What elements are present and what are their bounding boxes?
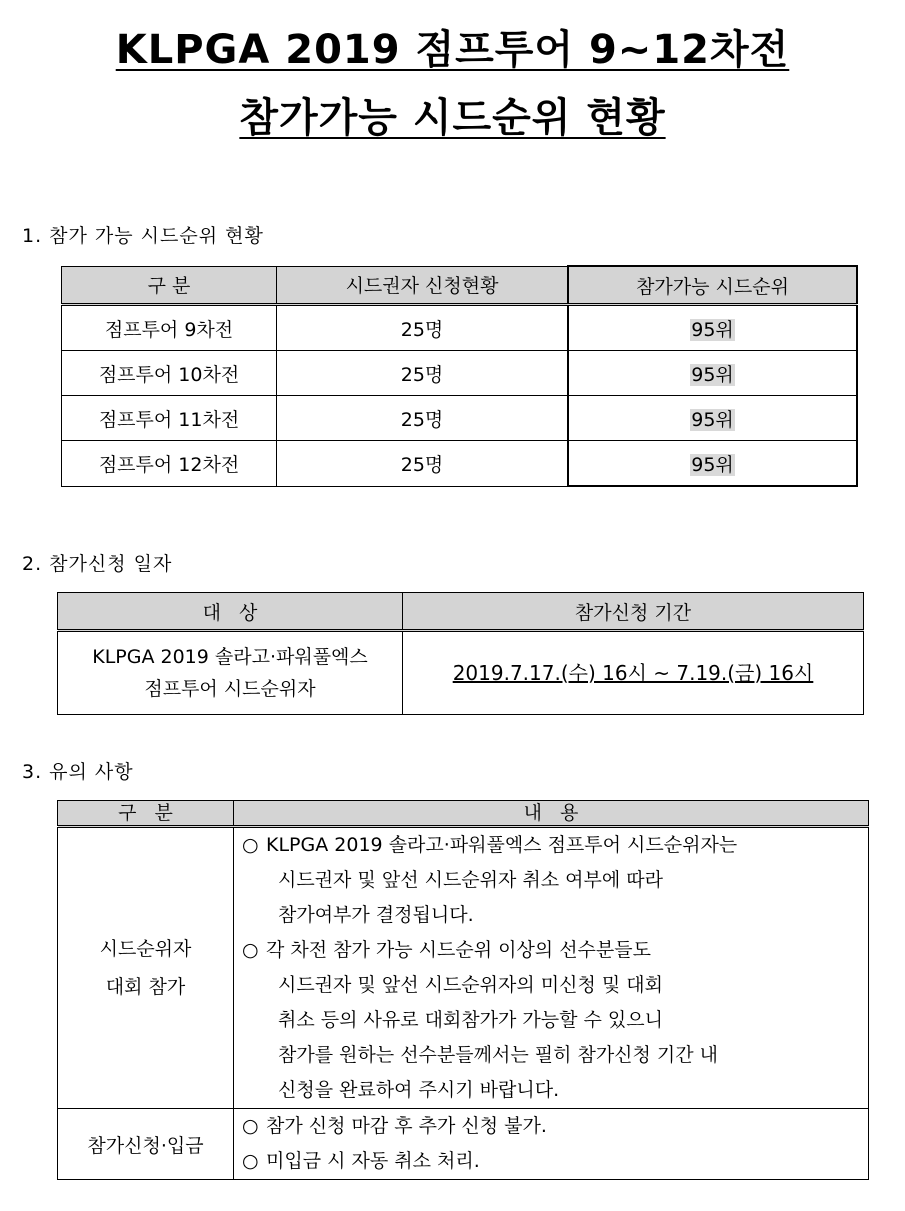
note-line: 신청을 완료하여 주시기 바랍니다. xyxy=(278,1079,560,1101)
header-period: 참가신청 기간 xyxy=(403,593,864,631)
target-line: KLPGA 2019 솔라고·파워풀엑스 xyxy=(92,646,368,668)
application-period-table xyxy=(57,592,864,715)
table-header-row xyxy=(62,266,858,305)
note-line: 시드권자 및 앞선 시드순위자의 미신청 및 대회 xyxy=(278,974,663,996)
seed-rank-table xyxy=(61,265,858,487)
category-cell xyxy=(58,1109,234,1180)
table-row xyxy=(62,441,858,487)
content-cell xyxy=(234,827,869,1109)
applicant-count: 25명 xyxy=(277,441,569,487)
header-content: 내 용 xyxy=(234,801,869,827)
note-line: 시드권자 및 앞선 시드순위자 취소 여부에 따라 xyxy=(278,869,663,891)
category-label: 참가신청·입금 xyxy=(87,1134,204,1157)
note-line: 취소 등의 사유로 대회참가가 가능할 수 있으니 xyxy=(278,1009,663,1031)
category-label: 대회 참가 xyxy=(105,976,186,998)
table-header-row xyxy=(58,593,864,631)
section-2-heading: 2. 참가신청 일자 xyxy=(22,553,173,575)
eligible-rank: 95위 xyxy=(691,318,734,341)
period-cell xyxy=(403,631,864,715)
eligible-rank: 95위 xyxy=(691,363,734,386)
header-applicants: 시드권자 신청현황 xyxy=(277,266,569,305)
applicant-count: 25명 xyxy=(277,351,569,396)
section-1-heading: 1. 참가 가능 시드순위 현황 xyxy=(22,225,264,247)
note-line: KLPGA 2019 솔라고·파워풀엑스 점프투어 시드순위자는 xyxy=(266,834,738,856)
applicant-count: 25명 xyxy=(277,305,569,351)
header-category: 구 분 xyxy=(62,266,277,305)
event-name: 점프투어 10차전 xyxy=(62,351,277,396)
section-3-heading: 3. 유의 사항 xyxy=(22,761,134,783)
content-cell xyxy=(234,1109,869,1180)
document-subtitle: 참가가능 시드순위 현황 xyxy=(239,95,666,141)
event-name: 점프투어 12차전 xyxy=(62,441,277,487)
applicant-count: 25명 xyxy=(277,396,569,441)
eligible-rank: 95위 xyxy=(691,408,734,431)
circle-bullet-icon: ○ xyxy=(242,1150,259,1172)
event-name: 점프투어 9차전 xyxy=(62,305,277,351)
header-category: 구 분 xyxy=(58,801,234,827)
notes-table xyxy=(57,800,869,1180)
target-cell xyxy=(58,631,403,715)
note-line: 미입금 시 자동 취소 처리. xyxy=(266,1150,480,1172)
note-line: 참가를 원하는 선수분들께서는 필히 참가신청 기간 내 xyxy=(278,1044,719,1066)
note-line: 참가 신청 마감 후 추가 신청 불가. xyxy=(266,1115,547,1137)
circle-bullet-icon: ○ xyxy=(242,834,259,856)
document-title: KLPGA 2019 점프투어 9~12차전 xyxy=(115,27,790,73)
application-period: 2019.7.17.(수) 16시 ~ 7.19.(금) 16시 xyxy=(452,660,814,685)
target-line: 점프투어 시드순위자 xyxy=(144,678,316,700)
header-rank: 참가가능 시드순위 xyxy=(568,266,857,305)
table-header-row xyxy=(58,801,869,827)
table-row xyxy=(62,305,858,351)
category-label: 시드순위자 xyxy=(99,938,192,960)
category-cell xyxy=(58,827,234,1109)
note-line: 참가여부가 결정됩니다. xyxy=(278,904,474,926)
table-row xyxy=(58,827,869,1109)
header-target: 대 상 xyxy=(58,593,403,631)
eligible-rank: 95위 xyxy=(691,453,734,476)
circle-bullet-icon: ○ xyxy=(242,939,259,961)
circle-bullet-icon: ○ xyxy=(242,1115,259,1137)
table-row xyxy=(58,1109,869,1180)
table-row xyxy=(62,396,858,441)
table-row xyxy=(58,631,864,715)
note-line: 각 차전 참가 가능 시드순위 이상의 선수분들도 xyxy=(266,939,651,961)
event-name: 점프투어 11차전 xyxy=(62,396,277,441)
table-row xyxy=(62,351,858,396)
